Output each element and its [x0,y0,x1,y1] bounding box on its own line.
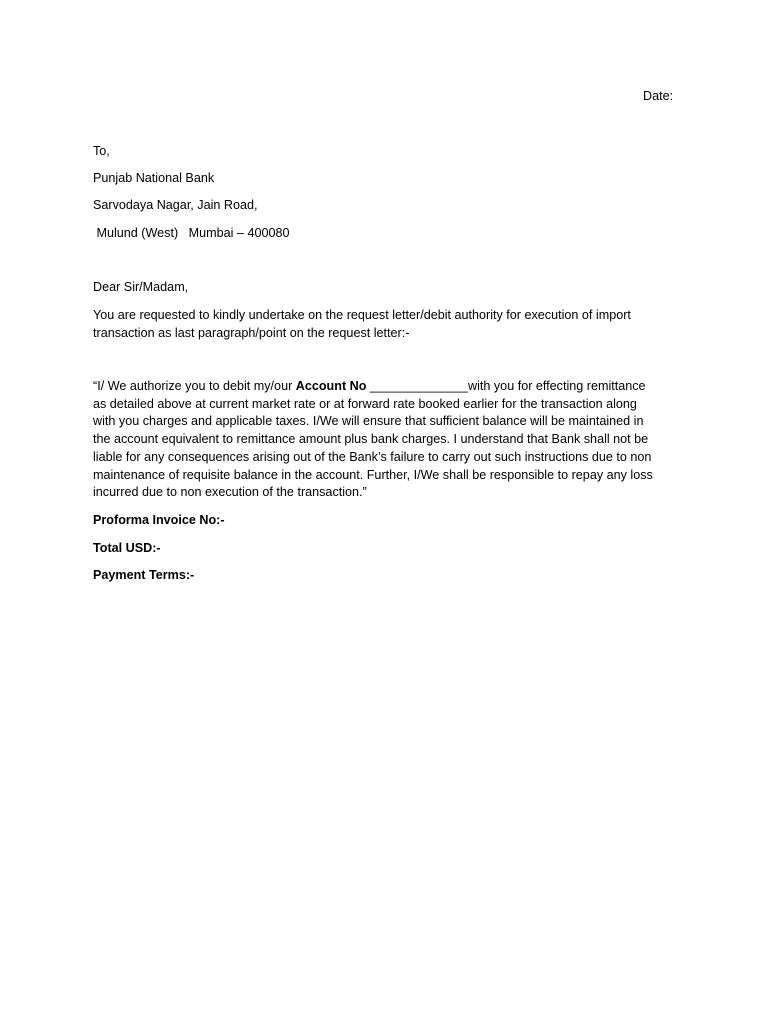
paragraph-line: as detailed above at current market rate or at forward rate booked earlier for the transaction along [93,396,637,411]
paragraph-line: You are requested to kindly undertake on the request letter/debit authority for execution of import [93,308,631,322]
account-no-label: Account No [295,379,367,393]
payment-terms-label: Payment Terms:- [93,568,195,582]
paragraph-line [93,378,678,396]
salutation: Dear Sir/Madam, [93,280,189,294]
address-line-2: Mulund (West) Mumbai – 400080 [93,226,290,240]
auth-prefix: “I/ We authorize you to debit my/our [93,379,296,393]
total-usd-label: Total USD:- [93,541,161,555]
auth-suffix: ______________with you for effecting remittance [366,379,646,393]
paragraph-line: liable for any consequences arising out of the Bank’s failure to carry out such instructions due to non [93,449,652,464]
paragraph-line: maintenance of requisite balance in the account. Further, I/We shall be responsible to repay any loss [93,467,653,482]
recipient-to: To, [93,144,110,158]
paragraph-line: incurred due to non execution of the transaction.” [93,485,367,500]
request-paragraph [93,306,678,342]
date-label: Date: [643,89,674,103]
paragraph-line: the account equivalent to remittance amount plus bank charges. I understand that Bank shall not be [93,432,649,447]
paragraph-line: with you charges and applicable taxes. I/We will ensure that sufficient balance will be maintained in [93,414,644,429]
authorization-paragraph [93,378,678,502]
address-line-1: Sarvodaya Nagar, Jain Road, [93,198,258,212]
paragraph-line: transaction as last paragraph/point on the request letter:- [93,326,410,340]
proforma-invoice-label: Proforma Invoice No:- [93,513,225,527]
bank-name: Punjab National Bank [93,171,215,185]
